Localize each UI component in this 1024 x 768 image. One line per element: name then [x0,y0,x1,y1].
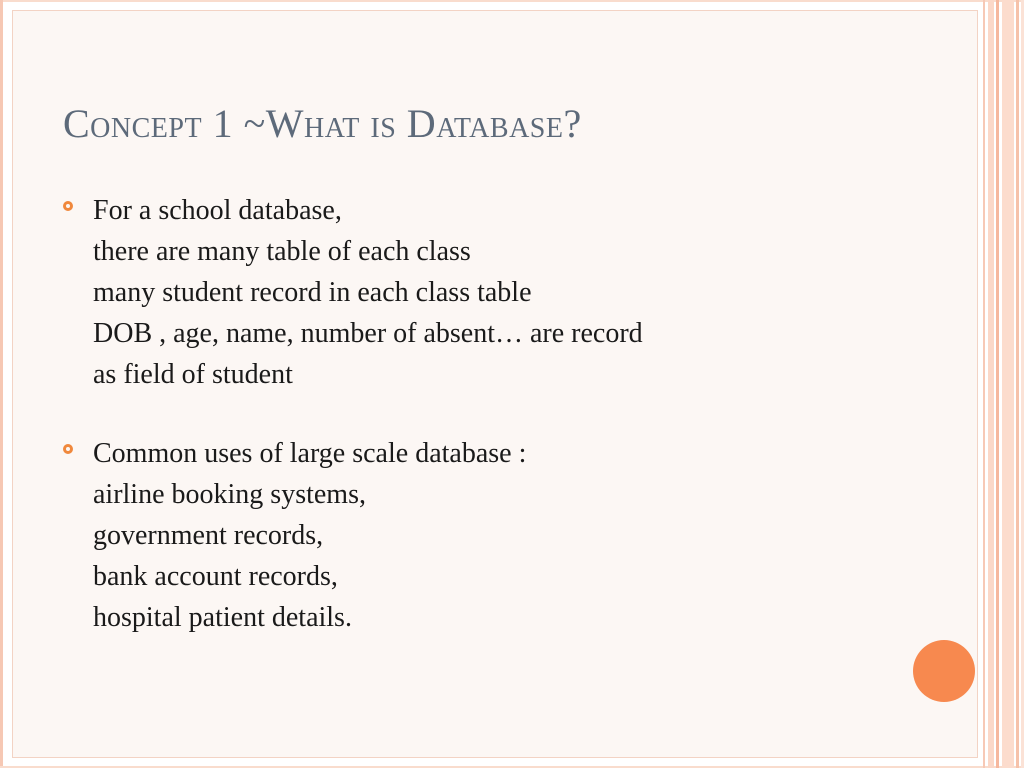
bullet-line: DOB , age, name, number of absent… are record [93,318,643,349]
bullet-line: Common uses of large scale database : [93,438,527,469]
bullet-line: airline booking systems, [93,479,366,510]
slide-title: Concept 1 ~What is Database? [63,101,582,146]
bullet-line: hospital patient details. [93,602,352,633]
decorative-stripe [1016,0,1019,768]
bullet-line: many student record in each class table [93,277,532,308]
bullet-line: as field of student [93,359,293,390]
bullet-line: government records, [93,520,324,551]
bullet-item [63,433,943,638]
decorative-stripe [996,0,999,768]
orange-ring-bullet-icon [63,201,73,211]
bullet-line: there are many table of each class [93,236,471,267]
bullet-item [63,190,943,395]
bullet-list [63,190,943,676]
decorative-stripe [1002,0,1014,768]
decorative-stripe [988,0,994,768]
orange-ring-bullet-icon [63,444,73,454]
bullet-line: For a school database, [93,195,342,226]
frame-top-line [0,0,1024,2]
frame-left-line [0,0,3,768]
bullet-line: bank account records, [93,561,338,592]
decorative-stripe [983,0,985,768]
